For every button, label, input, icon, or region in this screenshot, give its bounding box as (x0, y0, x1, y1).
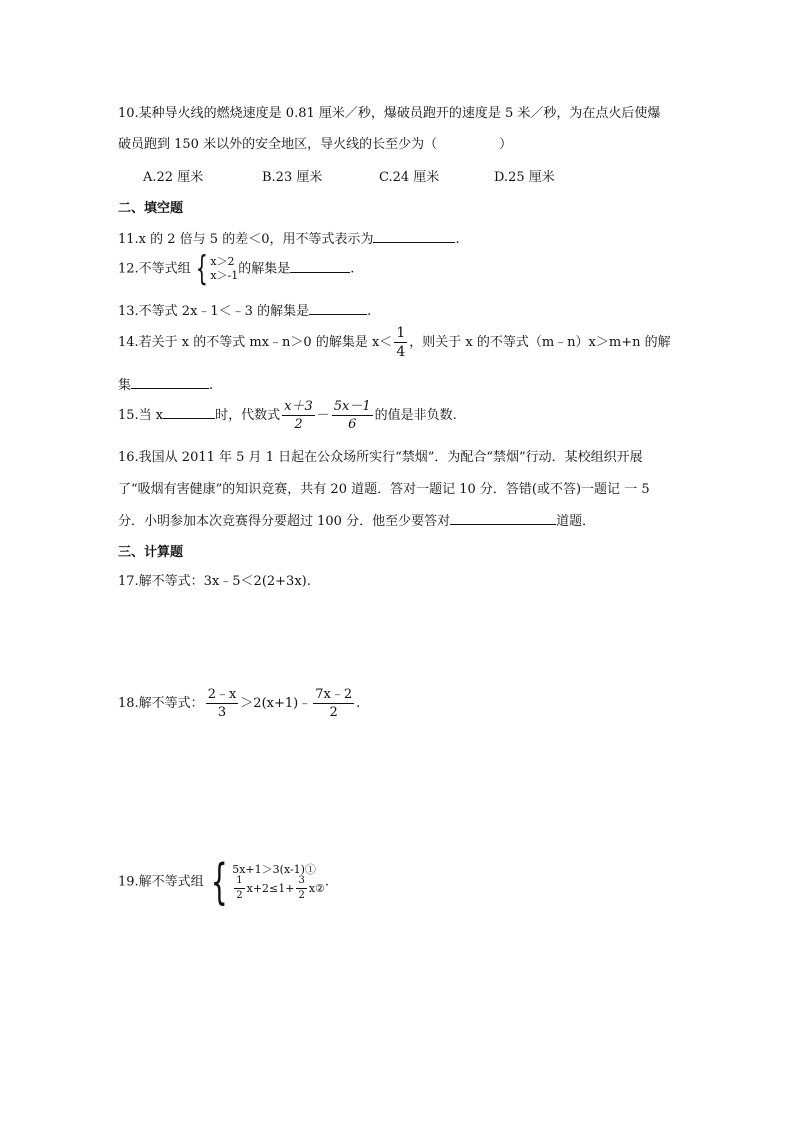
q10-option-b: B.23 厘米 (262, 170, 323, 185)
q16-line2: 了“吸烟有害健康”的知识竞赛，共有 20 道题．答对一题记 10 分．答错(或不答)一题记 一 5 (118, 482, 650, 497)
q14-fraction (394, 326, 407, 359)
q15-f1-num: x＋3 (284, 399, 313, 414)
q10-line1: 10.某种导火线的燃烧速度是 0.81 厘米／秒，爆破员跑开的速度是 5 米／秒，为在点火后使爆 (118, 106, 661, 121)
q18-f1-num: 2﹣x (207, 687, 237, 702)
q10-line2-end: ） (499, 137, 513, 152)
q18-end: . (356, 696, 361, 711)
q12-end: . (350, 261, 355, 277)
q14-frac-den: 4 (396, 344, 406, 360)
q14-frac-num: 1 (396, 325, 406, 341)
q19-system (204, 854, 325, 910)
q15-f2-den: 6 (348, 417, 357, 432)
section-calc-heading: 三、计算题 (118, 545, 184, 560)
brace-icon: { (195, 249, 208, 289)
q12-answer-blank (290, 260, 350, 273)
q19-line-b (232, 876, 325, 901)
q18-f1-den: 3 (217, 705, 227, 720)
q19-b-fraction-1 (234, 876, 244, 901)
q12-system (191, 249, 239, 289)
q15-fraction-1 (282, 400, 315, 431)
q18-mid: ＞2(x+1)﹣ (240, 696, 312, 711)
section-fill-in-heading: 二、填空题 (118, 201, 184, 216)
q12-prefix: 12.不等式组 (118, 261, 191, 277)
q15-answer-blank (163, 406, 215, 419)
q18-fraction-1 (206, 688, 239, 719)
q15-f1-den: 2 (294, 417, 303, 432)
q16-line1: 16.我国从 2011 年 5 月 1 日起在公众场所实行“禁烟”．为配合“禁烟”行动．某校组织开展 (118, 450, 643, 465)
q14-line2 (118, 374, 213, 393)
q16-line3-end: 道题． (556, 514, 596, 529)
q17: 17.解不等式：3x﹣5＜2(2+3x). (118, 574, 311, 589)
q19-b-f1-num: 1 (234, 876, 244, 889)
q10-option-c: C.24 厘米 (379, 170, 440, 185)
q14-line1 (118, 326, 671, 359)
q13-end: . (367, 304, 372, 319)
q15-mid: 时，代数式 (215, 408, 281, 423)
q10-option-d: D.25 厘米 (494, 170, 555, 185)
q11-answer-blank (373, 230, 455, 243)
q15-f2-num: 5x－1 (333, 399, 371, 414)
q10-options (143, 166, 555, 185)
q18-prefix: 18.解不等式： (118, 696, 204, 711)
q12 (118, 249, 355, 289)
q16-line3-text: 分．小明参加本次竞赛得分要超过 100 分．他至少要答对 (118, 514, 451, 529)
q15-suffix: 的值是非负数. (374, 408, 457, 423)
q11-text: 11.x 的 2 倍与 5 的差＜0，用不等式表示为 (118, 232, 374, 247)
q10-line2 (118, 133, 512, 152)
q14-line2-text: 集 (118, 378, 132, 393)
q10-line2-text: 破员跑到 150 米以外的安全地区，导火线的长至少为（ (118, 137, 438, 152)
q11-end: . (455, 232, 460, 247)
q19-line-a: 5x+1＞3(x-1)① (232, 862, 316, 876)
q14-answer-blank (131, 376, 209, 389)
q12-line-b: x＞-1 (210, 269, 239, 282)
q19-end: . (324, 874, 330, 890)
q19-b-post: x② (308, 882, 325, 895)
q13 (118, 300, 371, 319)
q15-prefix: 15.当 x (118, 408, 164, 423)
brace-icon: { (210, 854, 228, 910)
q10-option-a: A.22 厘米 (143, 170, 204, 185)
q13-text: 13.不等式 2x﹣1＜﹣3 的解集是 (118, 304, 310, 319)
q18 (118, 688, 360, 719)
q14-prefix: 14.若关于 x 的不等式 mx﹣n＞0 的解集是 x＜ (118, 335, 393, 350)
q13-answer-blank (309, 302, 367, 315)
q14-end: . (209, 378, 214, 393)
q15-minus: － (316, 408, 330, 423)
q12-line-a: x＞2 (210, 255, 235, 269)
q14-suffix: ，则关于 x 的不等式（m﹣n）x＞m+n 的解 (409, 335, 671, 350)
q11 (118, 228, 460, 247)
q19-b-f2-den: 2 (298, 890, 305, 902)
q16-line3 (118, 510, 595, 529)
q19-b-f2-num: 3 (296, 876, 306, 889)
q18-fraction-2 (313, 688, 354, 719)
q18-f2-den: 2 (329, 705, 338, 720)
q15 (118, 400, 457, 431)
q16-answer-blank (450, 512, 556, 525)
q12-suffix: 的解集是 (238, 261, 291, 277)
q19-b-f1-den: 2 (236, 890, 243, 902)
q18-f2-num: 7x﹣2 (315, 687, 353, 702)
q19-b-fraction-2 (296, 876, 306, 901)
q15-fraction-2 (332, 400, 373, 431)
q19-prefix: 19.解不等式组 (118, 874, 204, 890)
q19-b-pre: x+2≤1+ (246, 882, 295, 895)
q19 (118, 854, 330, 910)
